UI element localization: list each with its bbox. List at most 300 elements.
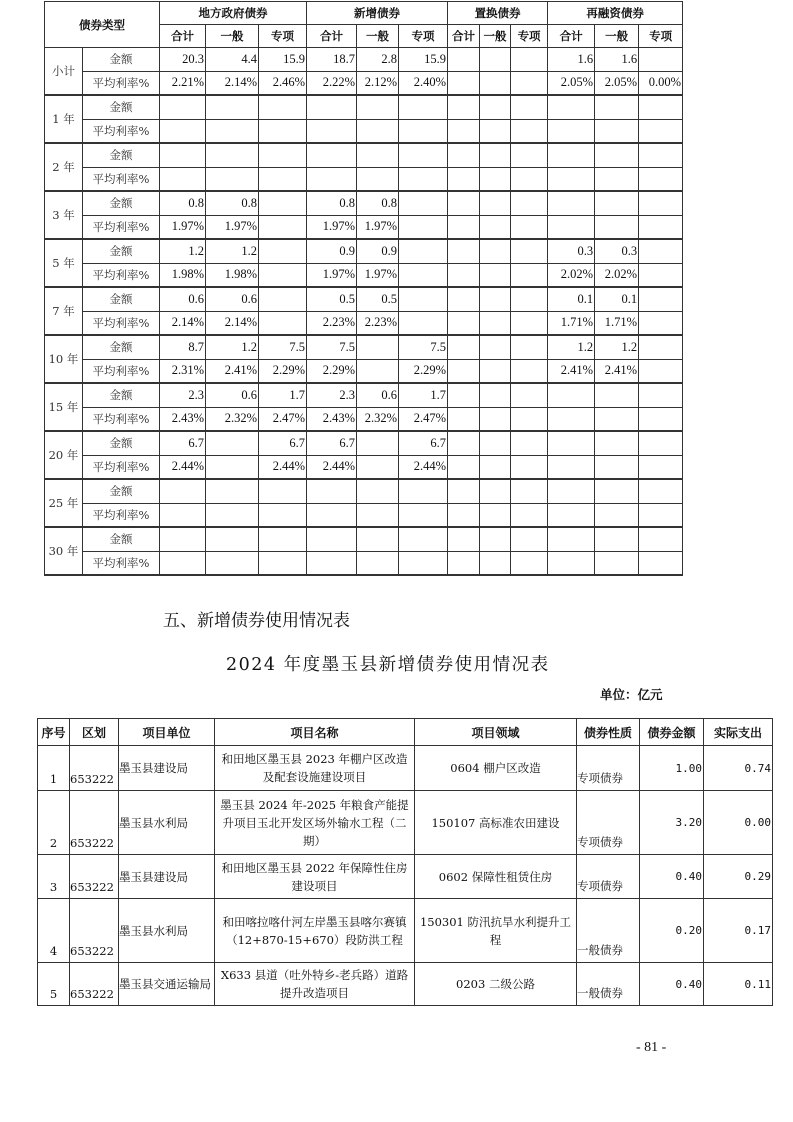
- row-no: 5: [38, 963, 70, 1006]
- amount-row: [45, 191, 683, 215]
- subcol-header: 合计: [448, 25, 480, 48]
- rate-cell: [448, 263, 480, 287]
- amount-cell: 2.8: [357, 48, 399, 72]
- amount-cell: 1.7: [259, 383, 307, 407]
- col-header-nature: 债券性质: [577, 719, 640, 746]
- rate-cell: [511, 407, 548, 431]
- rate-cell: 2.05%: [595, 71, 639, 95]
- amount-cell: [480, 431, 511, 455]
- subcol-header: 一般: [206, 25, 259, 48]
- amount-cell: [448, 48, 480, 72]
- amount-row: [45, 48, 683, 72]
- table-row: [38, 899, 773, 963]
- amount-cell: 4.4: [206, 48, 259, 72]
- amount-label: 金额: [83, 287, 160, 311]
- amount-cell: [448, 95, 480, 119]
- amount-cell: 18.7: [307, 48, 357, 72]
- amount-cell: [480, 48, 511, 72]
- rate-cell: 2.41%: [548, 359, 595, 383]
- amount-cell: [639, 191, 683, 215]
- amount-cell: [399, 479, 448, 503]
- rate-cell: [448, 71, 480, 95]
- rate-cell: 2.02%: [595, 263, 639, 287]
- rate-cell: [399, 551, 448, 575]
- rate-cell: [160, 551, 206, 575]
- amount-row: [45, 239, 683, 263]
- amount-cell: 0.8: [307, 191, 357, 215]
- rate-cell: [206, 503, 259, 527]
- rate-cell: 2.14%: [160, 311, 206, 335]
- rate-cell: 2.43%: [307, 407, 357, 431]
- amount-cell: 0.9: [357, 239, 399, 263]
- row-nature: 一般债券: [577, 963, 640, 1006]
- row-region: 653222: [70, 899, 119, 963]
- amount-cell: 0.5: [307, 287, 357, 311]
- rate-cell: [357, 119, 399, 143]
- rate-cell: 2.44%: [399, 455, 448, 479]
- rate-row: [45, 119, 683, 143]
- rate-label: 平均利率%: [83, 551, 160, 575]
- amount-cell: [448, 527, 480, 551]
- rate-cell: 2.41%: [206, 359, 259, 383]
- amount-cell: 15.9: [399, 48, 448, 72]
- amount-cell: [259, 527, 307, 551]
- term-label: 1 年: [45, 95, 83, 143]
- subcol-header: 专项: [399, 25, 448, 48]
- subcol-header: 专项: [511, 25, 548, 48]
- rate-cell: [595, 503, 639, 527]
- rate-cell: [448, 407, 480, 431]
- rate-cell: [307, 119, 357, 143]
- row-name: 和田喀拉喀什河左岸墨玉县喀尔赛镇（12+870-15+670）段防洪工程: [215, 899, 415, 963]
- col-header-region: 区划: [70, 719, 119, 746]
- rate-cell: [548, 455, 595, 479]
- rate-cell: [595, 407, 639, 431]
- amount-cell: [511, 335, 548, 359]
- amount-cell: [548, 479, 595, 503]
- amount-cell: [480, 335, 511, 359]
- term-label: 20 年: [45, 431, 83, 479]
- rate-cell: [480, 551, 511, 575]
- subcol-header: 一般: [357, 25, 399, 48]
- amount-cell: [511, 287, 548, 311]
- amount-cell: [511, 143, 548, 167]
- amount-cell: [511, 239, 548, 263]
- amount-label: 金额: [83, 191, 160, 215]
- row-no: 1: [38, 746, 70, 791]
- rate-cell: 2.29%: [399, 359, 448, 383]
- table-row: [38, 791, 773, 855]
- amount-cell: [206, 527, 259, 551]
- row-field: 0604 棚户区改造: [415, 746, 577, 791]
- rate-cell: 1.97%: [206, 215, 259, 239]
- rate-cell: [480, 167, 511, 191]
- rate-cell: 1.97%: [307, 215, 357, 239]
- row-no: 3: [38, 855, 70, 899]
- rate-cell: 2.02%: [548, 263, 595, 287]
- amount-cell: [480, 143, 511, 167]
- amount-cell: 0.6: [160, 287, 206, 311]
- amount-row: [45, 287, 683, 311]
- rate-cell: [511, 71, 548, 95]
- rate-cell: 1.97%: [160, 215, 206, 239]
- row-amount: 1.00: [640, 746, 704, 791]
- rate-cell: [448, 359, 480, 383]
- rate-cell: 2.14%: [206, 71, 259, 95]
- amount-cell: 1.6: [595, 48, 639, 72]
- rate-label: 平均利率%: [83, 119, 160, 143]
- rate-cell: 2.05%: [548, 71, 595, 95]
- row-no: 2: [38, 791, 70, 855]
- rate-cell: [399, 263, 448, 287]
- amount-cell: [548, 191, 595, 215]
- rate-cell: [639, 551, 683, 575]
- rate-label: 平均利率%: [83, 407, 160, 431]
- amount-cell: [480, 383, 511, 407]
- rate-cell: [259, 311, 307, 335]
- amount-cell: [399, 239, 448, 263]
- type-header: 债券类型: [45, 2, 160, 48]
- amount-cell: [307, 143, 357, 167]
- amount-cell: 0.9: [307, 239, 357, 263]
- rate-cell: 2.22%: [307, 71, 357, 95]
- rate-cell: [357, 167, 399, 191]
- rate-cell: [448, 551, 480, 575]
- amount-cell: [595, 95, 639, 119]
- rate-row: [45, 407, 683, 431]
- row-field: 0602 保障性租赁住房: [415, 855, 577, 899]
- amount-cell: [448, 143, 480, 167]
- amount-cell: [511, 383, 548, 407]
- amount-cell: 1.2: [548, 335, 595, 359]
- rate-row: [45, 167, 683, 191]
- amount-cell: 2.3: [160, 383, 206, 407]
- amount-label: 金额: [83, 479, 160, 503]
- row-amount: 0.20: [640, 899, 704, 963]
- amount-cell: 0.3: [548, 239, 595, 263]
- amount-cell: [548, 383, 595, 407]
- term-label: 25 年: [45, 479, 83, 527]
- rate-row: [45, 71, 683, 95]
- amount-cell: [595, 431, 639, 455]
- row-no: 4: [38, 899, 70, 963]
- amount-cell: 1.7: [399, 383, 448, 407]
- amount-cell: 6.7: [160, 431, 206, 455]
- rate-row: [45, 455, 683, 479]
- table-row: [38, 963, 773, 1006]
- rate-cell: 2.44%: [307, 455, 357, 479]
- row-unit: 墨玉县水利局: [119, 791, 215, 855]
- unit-label: 单位：亿元: [600, 687, 663, 702]
- table-row: [38, 855, 773, 899]
- amount-cell: [511, 95, 548, 119]
- amount-cell: [448, 479, 480, 503]
- amount-cell: 6.7: [259, 431, 307, 455]
- amount-cell: [480, 239, 511, 263]
- rate-cell: [548, 551, 595, 575]
- rate-cell: 1.97%: [307, 263, 357, 287]
- rate-cell: [511, 215, 548, 239]
- section-heading: 五、新增债券使用情况表: [163, 611, 350, 631]
- rate-cell: [511, 311, 548, 335]
- amount-cell: [639, 335, 683, 359]
- amount-cell: [399, 287, 448, 311]
- amount-cell: [206, 95, 259, 119]
- amount-cell: [548, 527, 595, 551]
- amount-cell: [639, 527, 683, 551]
- rate-cell: 2.44%: [160, 455, 206, 479]
- row-unit: 墨玉县交通运输局: [119, 963, 215, 1006]
- amount-row: [45, 383, 683, 407]
- amount-row: [45, 143, 683, 167]
- amount-cell: [307, 479, 357, 503]
- amount-cell: [259, 479, 307, 503]
- amount-cell: [160, 143, 206, 167]
- row-amount: 3.20: [640, 791, 704, 855]
- rate-cell: [480, 215, 511, 239]
- group-header: 置换债券: [448, 2, 548, 25]
- rate-cell: [480, 359, 511, 383]
- amount-label: 金额: [83, 527, 160, 551]
- amount-cell: 2.3: [307, 383, 357, 407]
- amount-cell: [259, 143, 307, 167]
- row-unit: 墨玉县建设局: [119, 855, 215, 899]
- subcol-header: 合计: [160, 25, 206, 48]
- amount-cell: 8.7: [160, 335, 206, 359]
- amount-cell: [639, 239, 683, 263]
- rate-cell: [448, 215, 480, 239]
- table-row: [38, 746, 773, 791]
- amount-cell: [206, 479, 259, 503]
- amount-cell: [357, 95, 399, 119]
- row-name: 和田地区墨玉县 2022 年保障性住房建设项目: [215, 855, 415, 899]
- rate-cell: [399, 503, 448, 527]
- row-spent: 0.11: [704, 963, 773, 1006]
- group-header: 再融资债券: [548, 2, 683, 25]
- rate-row: [45, 311, 683, 335]
- rate-cell: 1.71%: [595, 311, 639, 335]
- amount-cell: [480, 191, 511, 215]
- rate-cell: [357, 359, 399, 383]
- amount-cell: 7.5: [307, 335, 357, 359]
- amount-label: 金额: [83, 239, 160, 263]
- row-field: 150301 防汛抗旱水利提升工程: [415, 899, 577, 963]
- rate-cell: [548, 407, 595, 431]
- amount-cell: [511, 48, 548, 72]
- amount-cell: [206, 143, 259, 167]
- amount-cell: [639, 287, 683, 311]
- rate-cell: [639, 359, 683, 383]
- amount-cell: [206, 431, 259, 455]
- rate-cell: [511, 263, 548, 287]
- rate-cell: [448, 311, 480, 335]
- amount-cell: 20.3: [160, 48, 206, 72]
- amount-cell: 1.2: [206, 239, 259, 263]
- rate-cell: 2.23%: [307, 311, 357, 335]
- col-header-amount: 债券金额: [640, 719, 704, 746]
- rate-cell: 2.29%: [307, 359, 357, 383]
- amount-cell: [480, 479, 511, 503]
- rate-cell: 2.44%: [259, 455, 307, 479]
- amount-cell: [160, 527, 206, 551]
- maturity-table: [44, 1, 683, 576]
- rate-cell: [511, 359, 548, 383]
- group-header: 新增债券: [307, 2, 448, 25]
- term-label: 5 年: [45, 239, 83, 287]
- rate-cell: [206, 551, 259, 575]
- amount-label: 金额: [83, 335, 160, 359]
- rate-cell: 2.32%: [357, 407, 399, 431]
- rate-cell: [548, 503, 595, 527]
- amount-cell: [511, 479, 548, 503]
- row-region: 653222: [70, 855, 119, 899]
- usage-header-row: [38, 719, 773, 746]
- amount-cell: [448, 431, 480, 455]
- amount-cell: 0.3: [595, 239, 639, 263]
- rate-cell: [206, 455, 259, 479]
- amount-row: [45, 479, 683, 503]
- amount-cell: [639, 479, 683, 503]
- amount-cell: [548, 431, 595, 455]
- rate-label: 平均利率%: [83, 71, 160, 95]
- rate-cell: [548, 119, 595, 143]
- page-number: - 81 -: [636, 1040, 667, 1055]
- amount-cell: 7.5: [259, 335, 307, 359]
- amount-cell: 1.2: [206, 335, 259, 359]
- amount-cell: [480, 527, 511, 551]
- amount-row: [45, 95, 683, 119]
- rate-row: [45, 215, 683, 239]
- amount-cell: [357, 479, 399, 503]
- rate-cell: [480, 455, 511, 479]
- row-field: 0203 二级公路: [415, 963, 577, 1006]
- term-label: 10 年: [45, 335, 83, 383]
- rate-cell: [259, 119, 307, 143]
- amount-cell: 0.6: [206, 287, 259, 311]
- amount-cell: [639, 48, 683, 72]
- usage-table: [37, 718, 773, 1006]
- row-spent: 0.00: [704, 791, 773, 855]
- rate-cell: [307, 551, 357, 575]
- amount-cell: [480, 287, 511, 311]
- rate-cell: 2.46%: [259, 71, 307, 95]
- rate-cell: [448, 119, 480, 143]
- amount-cell: [448, 335, 480, 359]
- rate-cell: [639, 311, 683, 335]
- rate-label: 平均利率%: [83, 167, 160, 191]
- rate-cell: [548, 215, 595, 239]
- header-row-groups: [45, 2, 683, 25]
- amount-row: [45, 431, 683, 455]
- amount-cell: [399, 527, 448, 551]
- amount-cell: [639, 431, 683, 455]
- amount-label: 金额: [83, 95, 160, 119]
- col-header-no: 序号: [38, 719, 70, 746]
- amount-cell: 1.2: [160, 239, 206, 263]
- amount-cell: 1.2: [595, 335, 639, 359]
- rate-row: [45, 551, 683, 575]
- row-unit: 墨玉县水利局: [119, 899, 215, 963]
- rate-cell: 2.23%: [357, 311, 399, 335]
- rate-cell: 1.98%: [160, 263, 206, 287]
- amount-cell: [357, 335, 399, 359]
- amount-cell: [399, 95, 448, 119]
- rate-cell: [595, 455, 639, 479]
- amount-label: 金额: [83, 383, 160, 407]
- row-nature: 专项债券: [577, 746, 640, 791]
- rate-cell: [639, 167, 683, 191]
- amount-cell: [399, 191, 448, 215]
- col-header-name: 项目名称: [215, 719, 415, 746]
- amount-cell: [160, 479, 206, 503]
- amount-cell: 6.7: [307, 431, 357, 455]
- amount-cell: [595, 383, 639, 407]
- row-nature: 专项债券: [577, 855, 640, 899]
- rate-cell: [511, 551, 548, 575]
- rate-cell: [639, 503, 683, 527]
- amount-cell: 6.7: [399, 431, 448, 455]
- rate-label: 平均利率%: [83, 503, 160, 527]
- rate-cell: [307, 503, 357, 527]
- rate-cell: [399, 311, 448, 335]
- row-spent: 0.29: [704, 855, 773, 899]
- amount-cell: [595, 479, 639, 503]
- col-header-spent: 实际支出: [704, 719, 773, 746]
- subcol-header: 专项: [259, 25, 307, 48]
- rate-cell: [639, 455, 683, 479]
- amount-cell: [511, 431, 548, 455]
- subcol-header: 合计: [307, 25, 357, 48]
- row-name: 墨玉县 2024 年-2025 年粮食产能提升项目玉北开发区场外输水工程（二期）: [215, 791, 415, 855]
- amount-cell: 1.6: [548, 48, 595, 72]
- rate-cell: [357, 551, 399, 575]
- amount-cell: [259, 191, 307, 215]
- row-unit: 墨玉县建设局: [119, 746, 215, 791]
- rate-cell: [480, 407, 511, 431]
- amount-cell: [548, 95, 595, 119]
- rate-cell: [480, 119, 511, 143]
- term-label: 3 年: [45, 191, 83, 239]
- rate-cell: [511, 455, 548, 479]
- rate-cell: [595, 215, 639, 239]
- row-spent: 0.74: [704, 746, 773, 791]
- amount-label: 金额: [83, 48, 160, 72]
- rate-row: [45, 263, 683, 287]
- amount-cell: 15.9: [259, 48, 307, 72]
- col-header-field: 项目领域: [415, 719, 577, 746]
- subcol-header: 合计: [548, 25, 595, 48]
- amount-cell: 0.6: [206, 383, 259, 407]
- amount-cell: [548, 143, 595, 167]
- amount-cell: [448, 191, 480, 215]
- amount-label: 金额: [83, 143, 160, 167]
- rate-cell: [160, 503, 206, 527]
- amount-row: [45, 335, 683, 359]
- rate-cell: [595, 551, 639, 575]
- amount-cell: [448, 239, 480, 263]
- amount-cell: [259, 287, 307, 311]
- subcol-header: 一般: [595, 25, 639, 48]
- amount-cell: [595, 143, 639, 167]
- rate-cell: [259, 215, 307, 239]
- rate-cell: [206, 167, 259, 191]
- table-title: 2024 年度墨玉县新增债券使用情况表: [226, 655, 550, 675]
- amount-label: 金额: [83, 431, 160, 455]
- rate-cell: 1.71%: [548, 311, 595, 335]
- amount-cell: 0.1: [595, 287, 639, 311]
- group-header: 地方政府债券: [160, 2, 307, 25]
- amount-cell: [307, 95, 357, 119]
